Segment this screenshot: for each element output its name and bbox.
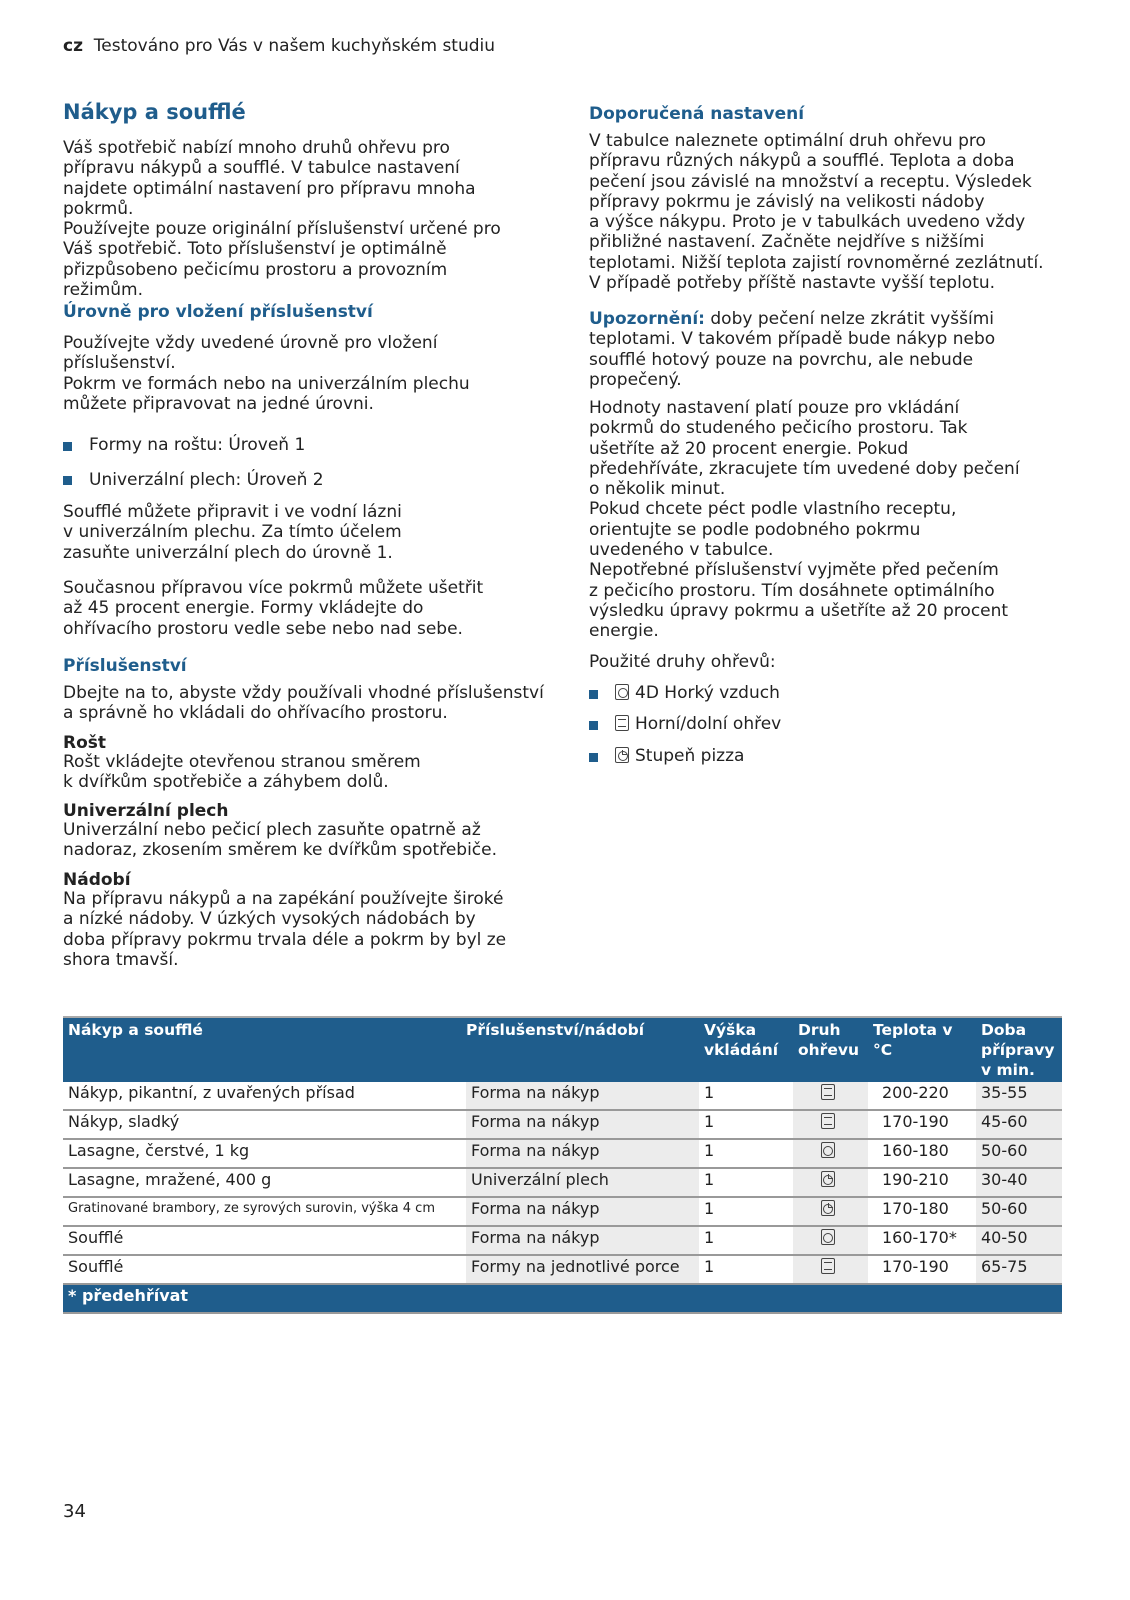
warning-text bbox=[589, 309, 995, 390]
pizza-setting-icon bbox=[615, 747, 629, 763]
page-header bbox=[63, 36, 495, 56]
table-row bbox=[63, 1139, 1062, 1168]
mode-label: Stupeň pizza bbox=[635, 746, 745, 766]
heating-mode-cell bbox=[793, 1197, 868, 1226]
intro-text: Váš spotřebič nabízí mnoho druhů ohřevu pro přípravu nákypů a soufflé. V tabulce nastavení najdete optimální nastavení pro přípravu mnoha pokrmů. Používejte pouze originální příslušenství určené pro Váš spotřebič. Toto příslušenství je optimálně přizpůsobeno pečicímu prostoru a provozním režimům. bbox=[63, 138, 501, 301]
table-cell: 1 bbox=[699, 1197, 793, 1226]
table-cell: 1 bbox=[699, 1226, 793, 1255]
table-row bbox=[63, 1197, 1062, 1226]
plech-text: Univerzální nebo pečicí plech zasuňte opatrně až nadoraz, zkosením směrem ke dvířkům spotřebiče. bbox=[63, 820, 498, 861]
mode-item bbox=[615, 714, 781, 734]
hot-air-4d-icon bbox=[615, 684, 629, 700]
top-bottom-heat-icon bbox=[821, 1113, 835, 1129]
bullet-icon bbox=[589, 690, 598, 699]
section-title: Nákyp a soufflé bbox=[63, 100, 246, 124]
table-cell: Lasagne, mražené, 400 g bbox=[63, 1168, 466, 1197]
col-header: Nákyp a soufflé bbox=[63, 1017, 466, 1082]
table-footnote: * předehřívat bbox=[63, 1284, 1062, 1313]
heating-mode-cell bbox=[793, 1110, 868, 1139]
table-cell: 170-190 bbox=[868, 1110, 976, 1139]
table-cell: 170-190 bbox=[868, 1255, 976, 1284]
settings-table bbox=[63, 1016, 1062, 1314]
table-cell: 35-55 bbox=[976, 1082, 1062, 1110]
modes-label: Použité druhy ohřevů: bbox=[589, 652, 776, 672]
col-header: Teplota v °C bbox=[868, 1017, 976, 1082]
table-cell: Univerzální plech bbox=[466, 1168, 699, 1197]
bullet-icon bbox=[63, 442, 72, 451]
mode-label: Horní/dolní ohřev bbox=[635, 714, 782, 734]
table-cell: Forma na nákyp bbox=[466, 1139, 699, 1168]
table-cell: 65-75 bbox=[976, 1255, 1062, 1284]
table-cell: Forma na nákyp bbox=[466, 1197, 699, 1226]
heating-mode-cell bbox=[793, 1139, 868, 1168]
col-header: Výška vkládání bbox=[699, 1017, 793, 1082]
table-row bbox=[63, 1255, 1062, 1284]
multi-text: Současnou přípravou více pokrmů můžete ušetřit až 45 procent energie. Formy vkládejte do ohřívacího prostoru vedle sebe nebo nad sebe. bbox=[63, 578, 484, 639]
table-cell: 160-170* bbox=[868, 1226, 976, 1255]
table-cell: Forma na nákyp bbox=[466, 1082, 699, 1110]
heating-mode-cell bbox=[793, 1255, 868, 1284]
table-cell: 1 bbox=[699, 1082, 793, 1110]
mode-label: 4D Horký vzduch bbox=[635, 683, 780, 703]
accessories-title: Příslušenství bbox=[63, 656, 187, 676]
col-header: Příslušenství/nádobí bbox=[466, 1017, 699, 1082]
bullet-icon bbox=[63, 476, 72, 485]
nadobi-text: Na přípravu nákypů a na zapékání používejte široké a nízké nádoby. V úzkých vysokých nádobách by doba přípravy pokrmu trvala déle a pokrm by byl ze shora tmavší. bbox=[63, 889, 507, 970]
table-row bbox=[63, 1082, 1062, 1110]
hot-air-4d-icon bbox=[821, 1142, 835, 1158]
warning-label: Upozornění: bbox=[589, 309, 705, 329]
table-cell: 1 bbox=[699, 1139, 793, 1168]
table-cell: 200-220 bbox=[868, 1082, 976, 1110]
table-cell: 1 bbox=[699, 1168, 793, 1197]
top-bottom-heat-icon bbox=[821, 1258, 835, 1274]
settings-text: Hodnoty nastavení platí pouze pro vkládání pokrmů do studeného pečicího prostoru. Tak ušetříte až 20 procent energie. Pokud předehříváte, zkracujete tím uvedené doby pečení o několik minut. Pokud chcete péct podle vlastního receptu, orientujte se podle podobného pokrmu uvedeného v tabulce. Nepotřebné příslušenství vyjměte před pečením z pečicího prostoru. Tím dosáhnete optimálního výsledku úpravy pokrmu a ušetříte až 20 procent energie. bbox=[589, 398, 1020, 642]
bullet-icon bbox=[589, 753, 598, 762]
table-cell: 50-60 bbox=[976, 1197, 1062, 1226]
table-row bbox=[63, 1110, 1062, 1139]
table-cell: Soufflé bbox=[63, 1255, 466, 1284]
table-cell: Gratinované brambory, ze syrových surovin, výška 4 cm bbox=[63, 1197, 466, 1226]
table-cell: 1 bbox=[699, 1255, 793, 1284]
warning-body: doby pečení nelze zkrátit vyššími teplotami. V takovém případě bude nákyp nebo soufflé hotový pouze na povrchu, ale nebude propečený. bbox=[589, 309, 996, 390]
table-cell: 1 bbox=[699, 1110, 793, 1139]
table-row bbox=[63, 1168, 1062, 1197]
table-cell: 170-180 bbox=[868, 1197, 976, 1226]
souffle-text: Soufflé můžete připravit i ve vodní lázni v univerzálním plechu. Za tímto účelem zasuňte univerzální plech do úrovně 1. bbox=[63, 502, 402, 563]
header-title: Testováno pro Vás v našem kuchyňském studiu bbox=[93, 36, 496, 56]
hot-air-4d-icon bbox=[821, 1229, 835, 1245]
table-header-row bbox=[63, 1017, 1062, 1082]
table-cell: 190-210 bbox=[868, 1168, 976, 1197]
pizza-setting-icon bbox=[821, 1200, 835, 1216]
col-header: Doba přípravy v min. bbox=[976, 1017, 1062, 1082]
rost-title: Rošt bbox=[63, 733, 107, 753]
top-bottom-heat-icon bbox=[615, 715, 629, 731]
recommended-title: Doporučená nastavení bbox=[589, 104, 805, 124]
col-header: Druh ohřevu bbox=[793, 1017, 868, 1082]
heating-mode-cell bbox=[793, 1226, 868, 1255]
table-cell: 50-60 bbox=[976, 1139, 1062, 1168]
levels-text: Používejte vždy uvedené úrovně pro vložení příslušenství. Pokrm ve formách nebo na univerzálním plechu můžete připravovat na jedné úrovni. bbox=[63, 333, 470, 414]
table-cell: 30-40 bbox=[976, 1168, 1062, 1197]
table-cell: Forma na nákyp bbox=[466, 1110, 699, 1139]
recommended-text: V tabulce naleznete optimální druh ohřevu pro přípravu různých nákypů a soufflé. Teplota a doba pečení jsou závislé na množství a receptu. Výsledek přípravy pokrmu je závislý na velikosti nádoby a výšce nákypu. Proto je v tabulkách uvedeno vždy přibližné nastavení. Začněte nejdříve s nižšími teplotami. Nižší teplota zajistí rovnoměrné zezlátnutí. V případě potřeby příště nastavte vyšší teplotu. bbox=[589, 131, 1044, 294]
table-cell: 160-180 bbox=[868, 1139, 976, 1168]
plech-title: Univerzální plech bbox=[63, 801, 229, 821]
mode-item bbox=[615, 683, 780, 703]
bullet-item: Formy na roštu: Úroveň 1 bbox=[89, 435, 306, 455]
rost-text: Rošt vkládejte otevřenou stranou směrem k dvířkům spotřebiče a záhybem dolů. bbox=[63, 752, 421, 793]
table-row bbox=[63, 1226, 1062, 1255]
language-code: cz bbox=[63, 36, 83, 56]
bullet-item: Univerzální plech: Úroveň 2 bbox=[89, 470, 324, 490]
accessories-text: Dbejte na to, abyste vždy používali vhodné příslušenství a správně ho vkládali do ohřívacího prostoru. bbox=[63, 683, 544, 724]
table-cell: Formy na jednotlivé porce bbox=[466, 1255, 699, 1284]
table-cell: Nákyp, pikantní, z uvařených přísad bbox=[63, 1082, 466, 1110]
page-number: 34 bbox=[63, 1501, 86, 1522]
heating-mode-cell bbox=[793, 1082, 868, 1110]
top-bottom-heat-icon bbox=[821, 1084, 835, 1100]
table-cell: Forma na nákyp bbox=[466, 1226, 699, 1255]
table-cell: Nákyp, sladký bbox=[63, 1110, 466, 1139]
mode-item bbox=[615, 746, 744, 766]
table-cell: Soufflé bbox=[63, 1226, 466, 1255]
nadobi-title: Nádobí bbox=[63, 870, 131, 890]
table-cell: Lasagne, čerstvé, 1 kg bbox=[63, 1139, 466, 1168]
bullet-icon bbox=[589, 721, 598, 730]
table-cell: 40-50 bbox=[976, 1226, 1062, 1255]
levels-title: Úrovně pro vložení příslušenství bbox=[63, 302, 373, 322]
pizza-setting-icon bbox=[821, 1171, 835, 1187]
heating-mode-cell bbox=[793, 1168, 868, 1197]
table-cell: 45-60 bbox=[976, 1110, 1062, 1139]
